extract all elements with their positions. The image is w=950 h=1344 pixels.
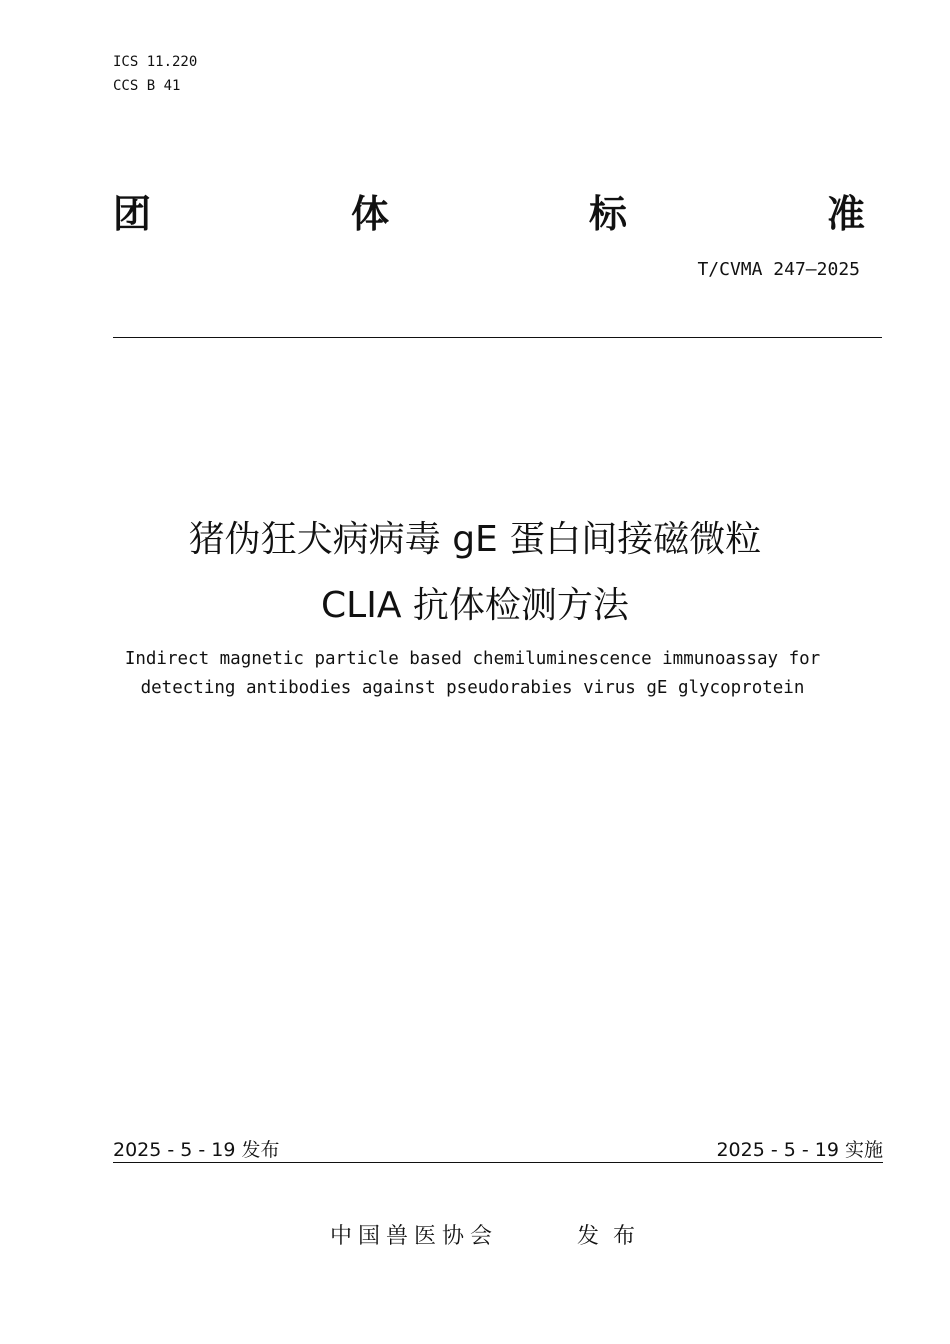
publisher-organization: 中国兽医协会 (330, 1224, 499, 1249)
standard-number: T/CVMA 247—2025 (697, 259, 860, 280)
title-en-line-2: detecting antibodies against pseudorabies virus gE glycoprotein (140, 678, 805, 698)
issue-date: 2025 - 5 - 19 发布 (113, 1139, 280, 1161)
title-zh-line-1: 猪伪狂犬病病毒 gE 蛋白间接磁微粒 (188, 519, 762, 560)
ccs-code: CCS B 41 (113, 78, 181, 94)
ics-code: ICS 11.220 (113, 54, 198, 70)
standard-type-char: 标 (588, 191, 627, 236)
standard-type-char: 体 (350, 191, 389, 236)
standard-type-heading (113, 182, 865, 238)
title-zh-line-2: CLIA 抗体检测方法 (321, 585, 629, 626)
implementation-date: 2025 - 5 - 19 实施 (716, 1139, 883, 1161)
footer-divider (113, 1162, 883, 1163)
header-divider (113, 337, 882, 338)
classification-codes (113, 50, 197, 98)
title-en-line-1: Indirect magnetic particle based chemiluminescence immunoassay for (124, 649, 821, 669)
standard-type-char: 团 (113, 191, 152, 236)
standard-type-char: 准 (826, 191, 865, 236)
publisher-action: 发布 (577, 1224, 650, 1249)
